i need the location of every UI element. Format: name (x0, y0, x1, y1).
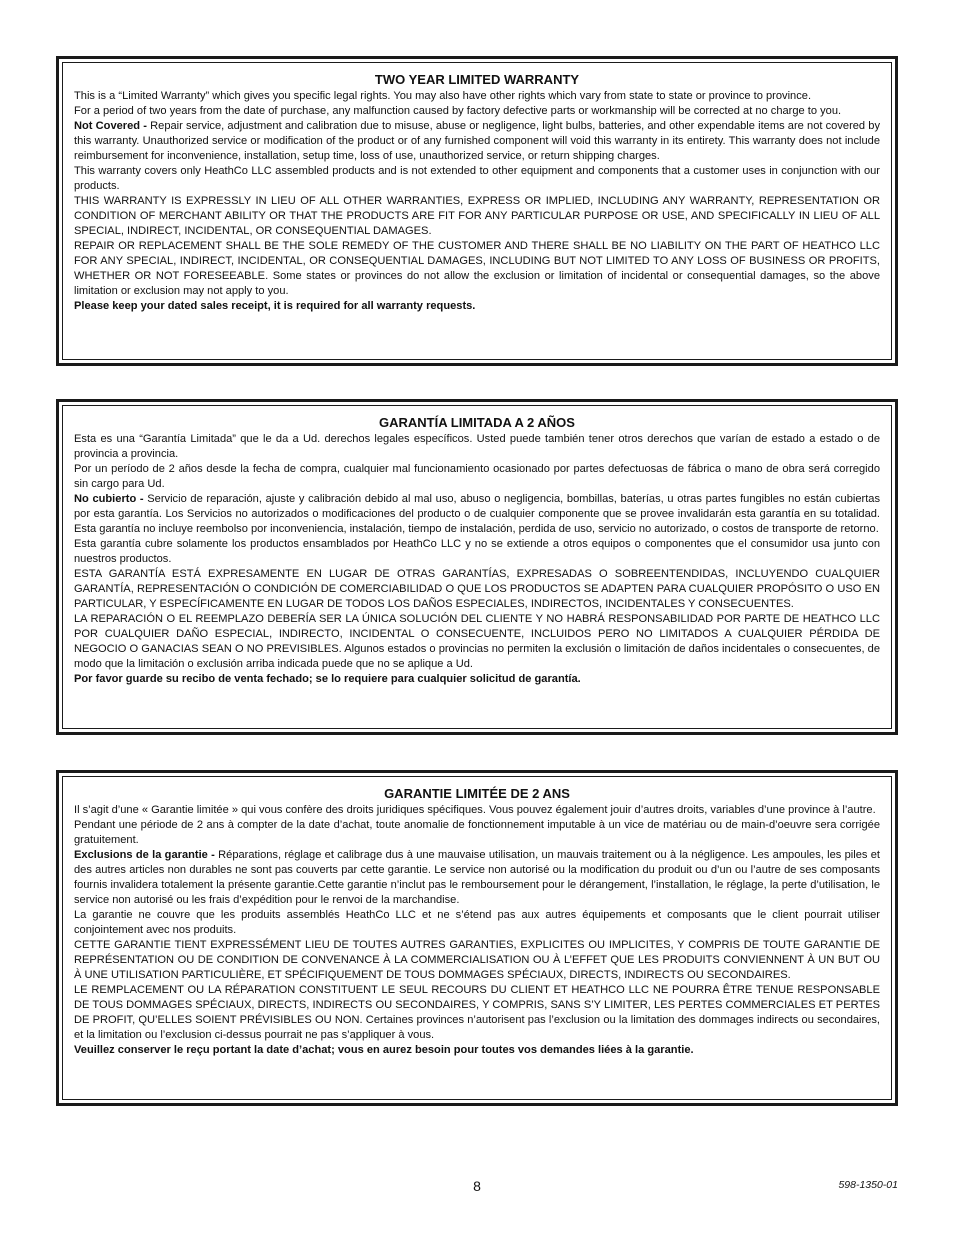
warranty-paragraph-scope: La garantie ne couvre que les produits assemblés HeathCo LLC et ne s’étend pas aux autres équipements et composants que le client pourrait utiliser conjointement avec nos produits. (74, 909, 880, 936)
warranty-title: GARANTÍA LIMITADA A 2 AÑOS (379, 415, 575, 430)
warranty-paragraph-receipt: Veuillez conserver le reçu portant la date d’achat; vous en aurez besoin pour toutes vos demandes liées à la garantie. (74, 1044, 694, 1056)
warranty-box-inner (62, 62, 892, 360)
warranty-paragraph-period: Por un período de 2 años desde la fecha de compra, cualquier mal funcionamiento ocasionado por partes defectuosas de fábrica o mano de obra será corregido sin cargo para Ud. (74, 463, 880, 490)
not-covered-label: Exclusions de la garantie - (74, 849, 219, 861)
warranty-paragraph-rights: This is a “Limited Warranty” which gives you specific legal rights. You may also have other rights which vary from state to state or province to province. (74, 90, 812, 102)
warranty-paragraph-rights: Il s’agit d’une « Garantie limitée » qui vous confère des droits juridiques spécifiques. Vous pouvez également jouir d’autres droits, variables d’une province à l’autre. (74, 804, 876, 816)
warranty-title: TWO YEAR LIMITED WARRANTY (374, 72, 580, 87)
warranty-paragraph-remedy: LA REPARACIÓN O EL REEMPLAZO DEBERÍA SER LA ÚNICA SOLUCIÓN DEL CLIENTE Y NO HABRÁ RESPONSABILIDAD POR PARTE DE HEATHCO LLC POR CUALQUIER DAÑO ESPECIAL, INDIRECTO, INCIDENTAL O CONSECUENTE, INCLUIDOS PERO NO LIMITADOS A CUALQUIER PÉRDIDA DE NEGOCIO O GANACIAS SEAN O NO PREVISIBLES. Algunos estados o provincias no permiten la exclusión o limitación de daños incidentales o consecuentes, de modo que la limitación o exclusión arriba indicada puede que no se aplique a Ud. (74, 613, 880, 670)
not-covered-label: Not Covered - (74, 120, 151, 132)
not-covered-label: No cubierto - (74, 493, 148, 505)
warranty-paragraph-receipt: Por favor guarde su recibo de venta fechado; se lo requiere para cualquier solicitud de garantía. (74, 673, 581, 685)
warranty-box-inner (62, 405, 892, 729)
not-covered-text: Repair service, adjustment and calibration due to misuse, abuse or negligence, light bulbs, batteries, and other expendable items are not covered by this warranty. Unauthorized service or modification of the product or of any furnished component will void this warranty in its entirety. This warranty does not include reimbursement for inconvenience, installation, setup time, loss of use, unauthorized service, or return shipping charges. (74, 120, 881, 162)
warranty-paragraph-period: For a period of two years from the date of purchase, any malfunction caused by factory defective parts or workmanship will be corrected at no charge to you. (74, 105, 842, 117)
not-covered-text: Réparations, réglage et calibrage dus à une mauvaise utilisation, un mauvais traitement ou à la négligence. Les ampoules, les piles et des autres articles non durables ne sont pas couverts par cette garantie. Le service non autorisé ou la modification du produit ou d’un ou l’autre de ses composants fournis invalidera totalement la présente garantie.Cette garantie n’inclut pas le remboursement pour le dérangement, l’installation, le réglage, la perte d’utilisation, le service non autorisé ou les frais d’expédition pour le renvoi de la marchandise. (74, 849, 880, 906)
document-code: 598-1350-01 (838, 1179, 898, 1191)
warranty-box-inner (62, 776, 892, 1100)
warranty-paragraph-in-lieu: THIS WARRANTY IS EXPRESSLY IN LIEU OF ALL OTHER WARRANTIES, EXPRESS OR IMPLIED, INCLUDING ANY WARRANTY, REPRESENTATION OR CONDITION OF MERCHANT ABILITY OR THAT THE PRODUCTS ARE FIT FOR ANY PARTICULAR PURPOSE OR USE, AND SPECIFICALLY IN LIEU OF ALL SPECIAL, INDIRECT, INCIDENTAL, OR CONSEQUENTIAL DAMAGES. (74, 195, 880, 237)
not-covered-text: Servicio de reparación, ajuste y calibración debido al mal uso, abuso o negligencia, bombillas, baterías, u otras partes fungibles no están cubiertas por esta garantía. Los Servicios no autorizados o modificaciones del producto o de cualquier componente que se provee invalidarán esta garantía en su totalidad. Esta garantía no incluye reembolso por inconveniencia, instalación, tiempo de instalación, perdida de uso, servicio no autorizado, o costos de transporte de retorno. (74, 493, 881, 535)
warranty-paragraph-remedy: REPAIR OR REPLACEMENT SHALL BE THE SOLE REMEDY OF THE CUSTOMER AND THERE SHALL BE NO LIABILITY ON THE PART OF HEATHCO LLC FOR ANY SPECIAL, INDIRECT, INCIDENTAL, OR CONSEQUENTIAL DAMAGES, INCLUDING BUT NOT LIMITED TO ANY LOSS OF BUSINESS OR PROFITS, WHETHER OR NOT FORESEEABLE. Some states or provinces do not allow the exclusion or limitation of incidental or consequential damages, so the above limitation or exclusion may not apply to you. (74, 240, 880, 297)
warranty-paragraph-not-covered (74, 848, 880, 908)
warranty-box-spanish (56, 399, 898, 735)
warranty-paragraph-in-lieu: ESTA GARANTÍA ESTÁ EXPRESAMENTE EN LUGAR DE OTRAS GARANTÍAS, EXPRESADAS O SOBREENTENDIDAS, INCLUYENDO CUALQUIER GARANTÍA, REPRESENTACIÓN O CONDICIÓN DE COMERCIABILIDAD O QUE LOS PRODUCTOS SE ADAPTEN PARA CUALQUIER PROPÓSITO O USO EN PARTICULAR, Y ESPECÍFICAMENTE EN LUGAR DE TODOS LOS DAÑOS ESPECIALES, INDIRECTOS, INCIDENTALES Y CONSECUENTES. (74, 568, 880, 610)
warranty-paragraph-period: Pendant une période de 2 ans à compter de la date d’achat, toute anomalie de fonctionnement imputable à un vice de matériau ou de main-d’oeuvre sera corrigée gratuitement. (74, 819, 880, 846)
warranty-box-english (56, 56, 898, 366)
warranty-paragraph-scope: Esta garantía cubre solamente los productos ensamblados por HeathCo LLC y no se extiende a otros equipos o componentes que el consumidor usa junto con nuestros productos. (74, 538, 880, 565)
warranty-box-french (56, 770, 898, 1106)
warranty-paragraph-in-lieu: CETTE GARANTIE TIENT EXPRESSÉMENT LIEU DE TOUTES AUTRES GARANTIES, EXPLICITES OU IMPLICITES, Y COMPRIS DE TOUTE GARANTIE DE REPRÉSENTATION OU DE CONDITION DE CONVENANCE À LA COMMERCIALISATION OU À L’EFFET QUE LES PRODUITS CONVIENNENT À UN BUT OU À UNE UTILISATION PARTICULIÈRE, ET SPÉCIFIQUEMENT DE TOUS DOMMAGES SPÉCIAUX, DIRECTS, INDIRECTS OU SECONDAIRES. (74, 939, 880, 981)
warranty-paragraph-not-covered (74, 119, 880, 164)
warranty-paragraph-scope: This warranty covers only HeathCo LLC assembled products and is not extended to other equipment and components that a customer uses in conjunction with our products. (74, 165, 880, 192)
warranty-title: GARANTIE LIMITÉE DE 2 ANS (384, 786, 570, 801)
warranty-paragraph-receipt: Please keep your dated sales receipt, it is required for all warranty requests. (74, 300, 476, 312)
warranty-paragraph-remedy: LE REMPLACEMENT OU LA RÉPARATION CONSTITUENT LE SEUL RECOURS DU CLIENT ET HEATHCO LLC NE POURRA ÊTRE TENUE RESPONSABLE DE TOUS DOMMAGES SPÉCIAUX, DIRECTS, INDIRECTS OU SECONDAIRES, Y COMPRIS, SANS S’Y LIMITER, LES PERTES COMMERCIALES ET PERTES DE PROFIT, QU’ELLES SOIENT PRÉVISIBLES OU NON. Certaines provinces n’autorisent pas l’exclusion ou la limitation des dommages indirects ou secondaires, et la limitation ou l’exclusion ci-dessus pourrait ne pas s’appliquer à vous. (74, 984, 880, 1041)
warranty-paragraph-not-covered (74, 492, 880, 537)
page-number: 8 (473, 1178, 481, 1194)
warranty-paragraph-rights: Esta es una “Garantía Limitada” que le da a Ud. derechos legales específicos. Usted puede también tener otros derechos que varían de estado a estado o de provincia a provincia. (74, 433, 880, 460)
